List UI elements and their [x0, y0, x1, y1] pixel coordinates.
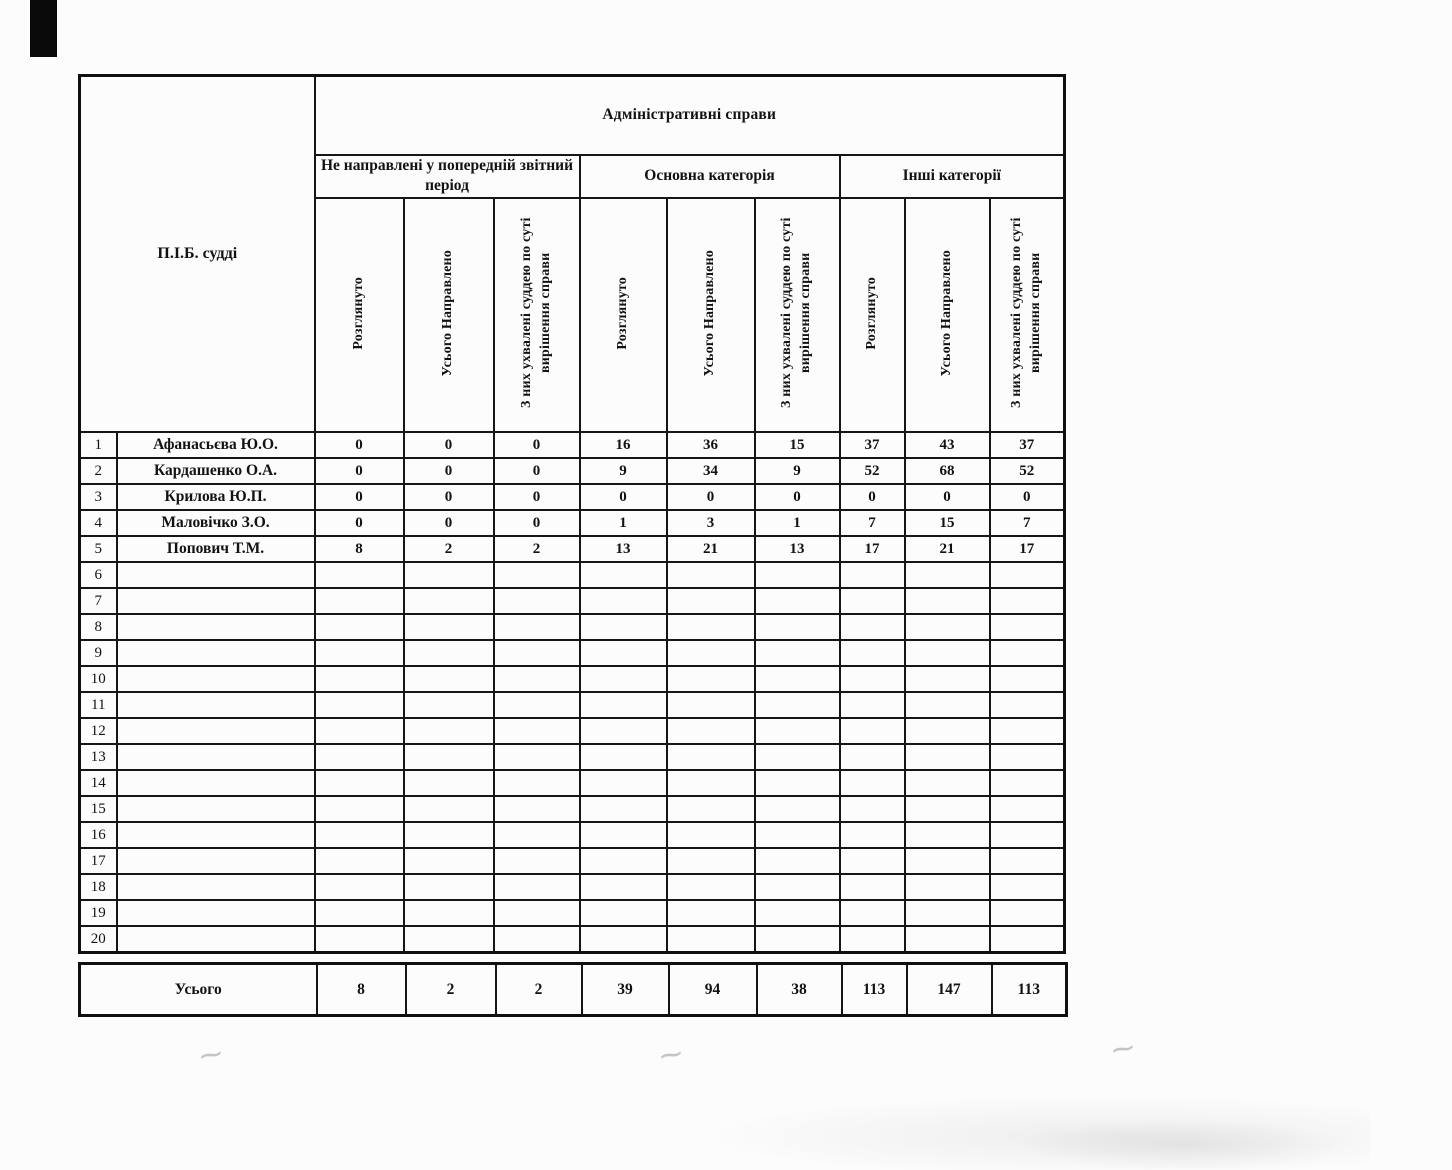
- stat-value: 15: [755, 432, 840, 458]
- vertical-label: Усього Направлено: [938, 249, 954, 377]
- row-number: 7: [80, 588, 117, 614]
- stat-value: 7: [840, 510, 905, 536]
- stat-value: [667, 822, 755, 848]
- stat-value: [315, 614, 404, 640]
- stat-value: 36: [667, 432, 755, 458]
- scan-shadow-artifact: [1020, 1120, 1350, 1170]
- stat-value: [315, 900, 404, 926]
- stat-value: [840, 926, 905, 952]
- stat-value: 34: [667, 458, 755, 484]
- stat-value: [580, 874, 667, 900]
- scan-smudge: ⁓: [657, 1040, 684, 1069]
- vertical-label: Усього Направлено: [440, 249, 456, 377]
- stat-value: 2: [404, 536, 494, 562]
- stat-value: 9: [580, 458, 667, 484]
- stat-value: [667, 900, 755, 926]
- stat-value: 0: [315, 458, 404, 484]
- judge-name: [117, 718, 315, 744]
- stat-value: [840, 666, 905, 692]
- stat-value: [905, 744, 990, 770]
- judge-name: Маловічко З.О.: [117, 510, 315, 536]
- stat-value: [905, 666, 990, 692]
- stat-value: 21: [905, 536, 990, 562]
- stat-value: 9: [755, 458, 840, 484]
- stat-value: [905, 614, 990, 640]
- judge-name: Крилова Ю.П.: [117, 484, 315, 510]
- stat-value: [990, 874, 1065, 900]
- stat-value: 13: [580, 536, 667, 562]
- stat-value: [990, 926, 1065, 952]
- judge-name: [117, 614, 315, 640]
- stat-value: [755, 744, 840, 770]
- scan-smudge: ⁓: [1109, 1034, 1136, 1063]
- judge-name: [117, 796, 315, 822]
- stat-value: [404, 640, 494, 666]
- stat-value: 13: [755, 536, 840, 562]
- vertical-label: Розглянуто: [614, 276, 630, 350]
- judge-name: [117, 666, 315, 692]
- total-value: 94: [669, 964, 757, 1016]
- column-header-decided-on-merits: [990, 198, 1065, 432]
- stat-value: [990, 588, 1065, 614]
- stat-value: [494, 692, 580, 718]
- judge-name: [117, 692, 315, 718]
- judge-name: [117, 770, 315, 796]
- vertical-label: Розглянуто: [863, 276, 879, 350]
- stat-value: [667, 614, 755, 640]
- table-row: [80, 900, 1065, 926]
- stat-value: 43: [905, 432, 990, 458]
- stat-value: [494, 666, 580, 692]
- totals-label: Усього: [80, 964, 317, 1016]
- column-header-decided-on-merits: [755, 198, 840, 432]
- stat-value: [404, 900, 494, 926]
- stat-value: [667, 874, 755, 900]
- stat-value: 0: [580, 484, 667, 510]
- stat-value: [494, 588, 580, 614]
- row-number: 14: [80, 770, 117, 796]
- vertical-label: З них ухвалені суддею по суті вирішення справи: [518, 217, 553, 409]
- stat-value: [990, 900, 1065, 926]
- stat-value: [315, 666, 404, 692]
- vertical-label: Усього Направлено: [702, 249, 718, 377]
- stat-value: [755, 926, 840, 952]
- stat-value: 0: [404, 432, 494, 458]
- total-value: 147: [907, 964, 992, 1016]
- row-number: 6: [80, 562, 117, 588]
- vertical-label: З них ухвалені суддею по суті вирішення справи: [779, 217, 814, 409]
- table-row: [80, 614, 1065, 640]
- table-row: [80, 822, 1065, 848]
- stat-value: [494, 770, 580, 796]
- main-header: Адміністративні справи: [315, 76, 1065, 155]
- totals-row: [80, 964, 1067, 1016]
- stat-value: [840, 562, 905, 588]
- stat-value: [667, 848, 755, 874]
- stat-value: [905, 718, 990, 744]
- stat-value: 7: [990, 510, 1065, 536]
- total-value: 2: [406, 964, 496, 1016]
- group-header-not-sent-previous-period: Не направлені у попередній звітний період: [315, 155, 580, 199]
- stat-value: [990, 614, 1065, 640]
- stat-value: 0: [315, 484, 404, 510]
- stat-value: 52: [990, 458, 1065, 484]
- stat-value: [905, 900, 990, 926]
- scan-smudge: ⁓: [197, 1040, 224, 1069]
- stat-value: 0: [494, 458, 580, 484]
- stat-value: 21: [667, 536, 755, 562]
- stat-value: [905, 926, 990, 952]
- table-row: [80, 562, 1065, 588]
- row-number: 4: [80, 510, 117, 536]
- table-row: [80, 926, 1065, 952]
- stat-value: [905, 588, 990, 614]
- stat-value: [667, 562, 755, 588]
- row-number: 9: [80, 640, 117, 666]
- stat-value: 0: [667, 484, 755, 510]
- table-body: [80, 432, 1065, 952]
- row-number: 15: [80, 796, 117, 822]
- stat-value: [404, 822, 494, 848]
- stat-value: [315, 874, 404, 900]
- stat-value: 0: [840, 484, 905, 510]
- stat-value: [667, 666, 755, 692]
- row-number: 8: [80, 614, 117, 640]
- stat-value: 0: [404, 510, 494, 536]
- stat-value: 0: [494, 432, 580, 458]
- stat-value: [580, 770, 667, 796]
- stat-value: 0: [315, 510, 404, 536]
- stat-value: [580, 744, 667, 770]
- stat-value: [840, 848, 905, 874]
- row-number: 12: [80, 718, 117, 744]
- stat-value: [905, 848, 990, 874]
- stat-value: [990, 848, 1065, 874]
- stat-value: [494, 848, 580, 874]
- stat-value: [580, 692, 667, 718]
- stat-value: [494, 900, 580, 926]
- table-row: [80, 718, 1065, 744]
- stat-value: [404, 744, 494, 770]
- stat-value: [840, 614, 905, 640]
- table-row: [80, 536, 1065, 562]
- table-row: [80, 484, 1065, 510]
- stat-value: [404, 666, 494, 692]
- stat-value: [315, 796, 404, 822]
- stat-value: [315, 640, 404, 666]
- stat-value: [667, 744, 755, 770]
- column-header-reviewed: [315, 198, 404, 432]
- stat-value: [667, 770, 755, 796]
- judge-name: [117, 588, 315, 614]
- stat-value: [580, 614, 667, 640]
- stat-value: [905, 692, 990, 718]
- stat-value: [840, 874, 905, 900]
- row-number: 17: [80, 848, 117, 874]
- stat-value: [990, 822, 1065, 848]
- total-value: 113: [992, 964, 1067, 1016]
- table-row: [80, 692, 1065, 718]
- stat-value: [840, 822, 905, 848]
- stat-value: [990, 562, 1065, 588]
- row-number: 10: [80, 666, 117, 692]
- stat-value: 37: [840, 432, 905, 458]
- judge-name: Попович Т.М.: [117, 536, 315, 562]
- judge-name: Афанасьєва Ю.О.: [117, 432, 315, 458]
- stat-value: [755, 692, 840, 718]
- row-number: 18: [80, 874, 117, 900]
- stat-value: [494, 926, 580, 952]
- stat-value: [494, 822, 580, 848]
- table-row: [80, 744, 1065, 770]
- row-number: 16: [80, 822, 117, 848]
- stat-value: [755, 640, 840, 666]
- judge-name: [117, 848, 315, 874]
- stat-value: [755, 562, 840, 588]
- stat-value: 3: [667, 510, 755, 536]
- judge-name: [117, 874, 315, 900]
- stat-value: [315, 926, 404, 952]
- stat-value: [315, 744, 404, 770]
- stat-value: 16: [580, 432, 667, 458]
- stat-value: [990, 692, 1065, 718]
- judge-name: [117, 900, 315, 926]
- table-header: [80, 76, 1065, 433]
- scan-artifact-bar: [30, 0, 57, 57]
- stat-value: 0: [755, 484, 840, 510]
- column-header-total-sent: [404, 198, 494, 432]
- stat-value: [755, 822, 840, 848]
- judge-name: [117, 822, 315, 848]
- stat-value: [667, 926, 755, 952]
- table-row: [80, 848, 1065, 874]
- row-number: 11: [80, 692, 117, 718]
- stat-value: [580, 926, 667, 952]
- row-number: 13: [80, 744, 117, 770]
- stat-value: [905, 562, 990, 588]
- table-row: [80, 770, 1065, 796]
- row-number: 1: [80, 432, 117, 458]
- stat-value: [404, 926, 494, 952]
- stat-value: [755, 614, 840, 640]
- total-value: 2: [496, 964, 582, 1016]
- stat-value: [315, 770, 404, 796]
- stat-value: [494, 640, 580, 666]
- stat-value: [580, 718, 667, 744]
- stat-value: 0: [905, 484, 990, 510]
- table-row: [80, 588, 1065, 614]
- column-header-decided-on-merits: [494, 198, 580, 432]
- stat-value: 2: [494, 536, 580, 562]
- judges-statistics-table: [78, 74, 1066, 954]
- stat-value: 17: [990, 536, 1065, 562]
- table-row: [80, 666, 1065, 692]
- judge-name: [117, 640, 315, 666]
- table-row: [80, 432, 1065, 458]
- stat-value: [755, 770, 840, 796]
- stat-value: [494, 614, 580, 640]
- total-value: 113: [842, 964, 907, 1016]
- stat-value: 15: [905, 510, 990, 536]
- stat-value: 17: [840, 536, 905, 562]
- stat-value: [840, 640, 905, 666]
- stat-value: 0: [494, 484, 580, 510]
- column-header-reviewed: [840, 198, 905, 432]
- row-number: 3: [80, 484, 117, 510]
- stat-value: [990, 770, 1065, 796]
- stat-value: [990, 796, 1065, 822]
- stat-value: [840, 900, 905, 926]
- stat-value: [580, 900, 667, 926]
- stat-value: [494, 744, 580, 770]
- stat-value: [755, 666, 840, 692]
- stat-value: 0: [494, 510, 580, 536]
- stat-value: [404, 562, 494, 588]
- stat-value: [404, 796, 494, 822]
- stat-value: 8: [315, 536, 404, 562]
- stat-value: [990, 718, 1065, 744]
- stat-value: [580, 822, 667, 848]
- table-row: [80, 796, 1065, 822]
- stat-value: [404, 874, 494, 900]
- stat-value: [580, 848, 667, 874]
- stat-value: [315, 692, 404, 718]
- stat-value: [667, 692, 755, 718]
- stat-value: [494, 562, 580, 588]
- stat-value: [755, 900, 840, 926]
- stat-value: [990, 640, 1065, 666]
- stat-value: [840, 692, 905, 718]
- stat-value: [404, 770, 494, 796]
- row-number: 19: [80, 900, 117, 926]
- table-row: [80, 458, 1065, 484]
- column-header-reviewed: [580, 198, 667, 432]
- stat-value: [840, 770, 905, 796]
- stat-value: [667, 588, 755, 614]
- stat-value: [494, 718, 580, 744]
- table-row: [80, 874, 1065, 900]
- judge-name: [117, 926, 315, 952]
- stat-value: [315, 848, 404, 874]
- stat-value: [755, 718, 840, 744]
- vertical-label: Розглянуто: [350, 276, 366, 350]
- stat-value: 1: [755, 510, 840, 536]
- stat-value: [404, 848, 494, 874]
- stat-value: [667, 718, 755, 744]
- stat-value: [755, 588, 840, 614]
- total-value: 8: [317, 964, 406, 1016]
- stat-value: 0: [990, 484, 1065, 510]
- stat-value: [404, 614, 494, 640]
- total-value: 38: [757, 964, 842, 1016]
- stat-value: 0: [315, 432, 404, 458]
- column-header-total-sent: [905, 198, 990, 432]
- stat-value: [315, 562, 404, 588]
- stat-value: [905, 770, 990, 796]
- stat-value: [580, 562, 667, 588]
- stat-value: 68: [905, 458, 990, 484]
- table-row: [80, 510, 1065, 536]
- judge-name: [117, 744, 315, 770]
- row-number: 2: [80, 458, 117, 484]
- stat-value: 52: [840, 458, 905, 484]
- column-header-total-sent: [667, 198, 755, 432]
- table-row: [80, 640, 1065, 666]
- stat-value: [580, 796, 667, 822]
- stat-value: [755, 848, 840, 874]
- stat-value: [315, 822, 404, 848]
- stat-value: [494, 874, 580, 900]
- stat-value: [404, 718, 494, 744]
- stat-value: [990, 744, 1065, 770]
- name-column-header: П.І.Б. судді: [80, 76, 315, 433]
- stat-value: 0: [404, 458, 494, 484]
- totals-table: [78, 962, 1068, 1017]
- stat-value: [905, 640, 990, 666]
- row-number: 20: [80, 926, 117, 952]
- judge-name: [117, 562, 315, 588]
- stat-value: [905, 822, 990, 848]
- stat-value: [667, 640, 755, 666]
- stat-value: [840, 588, 905, 614]
- stat-value: [755, 874, 840, 900]
- stat-value: [755, 796, 840, 822]
- stat-value: 0: [404, 484, 494, 510]
- stat-value: [315, 718, 404, 744]
- stat-value: [580, 588, 667, 614]
- stat-value: [315, 588, 404, 614]
- stat-value: [494, 796, 580, 822]
- stat-value: [580, 666, 667, 692]
- stat-value: [667, 796, 755, 822]
- stat-value: [840, 718, 905, 744]
- stat-value: 37: [990, 432, 1065, 458]
- vertical-label: З них ухвалені суддею по суті вирішення справи: [1008, 217, 1043, 409]
- stat-value: [404, 692, 494, 718]
- stat-value: [905, 796, 990, 822]
- stat-value: [404, 588, 494, 614]
- stat-value: [990, 666, 1065, 692]
- group-header-other-categories: Інші категорії: [840, 155, 1065, 199]
- stat-value: [840, 796, 905, 822]
- total-value: 39: [582, 964, 669, 1016]
- group-header-main-category: Основна категорія: [580, 155, 840, 199]
- stat-value: [840, 744, 905, 770]
- row-number: 5: [80, 536, 117, 562]
- stat-value: [905, 874, 990, 900]
- stat-value: 1: [580, 510, 667, 536]
- stat-value: [580, 640, 667, 666]
- judge-name: Кардашенко О.А.: [117, 458, 315, 484]
